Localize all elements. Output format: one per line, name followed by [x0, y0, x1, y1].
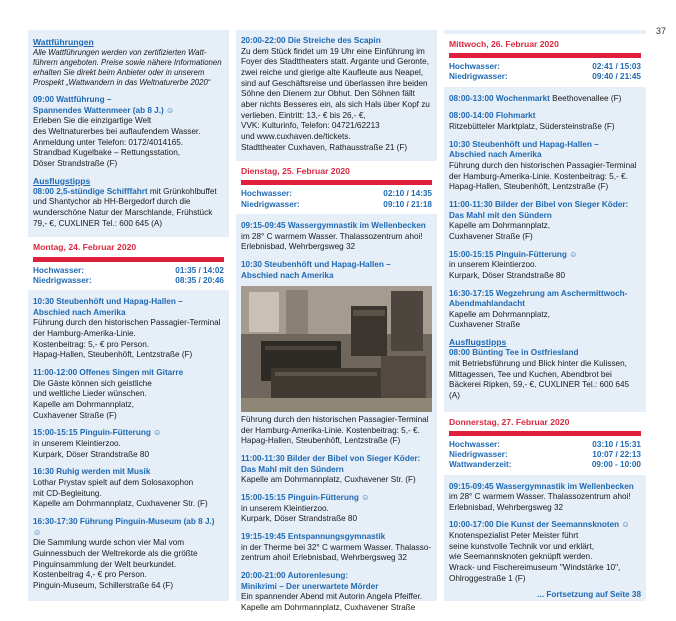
tide-value: 02:10 / 14:35 — [383, 189, 432, 199]
event — [33, 428, 224, 460]
tide-row — [33, 276, 224, 286]
event-title: 09:15-09:45 Wassergymnastik im Wellenbecken — [449, 481, 634, 491]
event-text: in unserem Kleintierzoo. Kurpark, Döser Strandstraße 80 — [241, 503, 358, 524]
event-text: in der Therme bei 32° C warmem Wasser. Thalasso- zentrum ahoi! Erlebnisbad, Wehrbergsweg 32 — [241, 542, 432, 563]
event — [241, 454, 432, 486]
wattfuehrungen-intro: Alle Wattführungen werden von zertifizierten Watt-führern angeboten. Preise sowie nähere Informationen erhalten Sie direkt beim Anbieter oder in unserem Prospekt „Wattwandern in das Weltnaturerbe 2020“ — [33, 48, 222, 88]
event-text: Führung durch den historischen Passagier-Terminal der Hamburg-Amerika-Linie. Kostenbeitrag: 5,- €. Hapag-Hallen, Steubenhöft, Lentzstraße (F) — [449, 160, 637, 192]
red-bar — [33, 257, 224, 262]
column-3 — [444, 30, 646, 601]
event — [449, 482, 641, 514]
tide-row — [33, 266, 224, 276]
tide-label: Hochwasser: — [33, 265, 84, 275]
event-text: Kapelle am Dohrmannplatz, Cuxhavener Straße (F) — [449, 221, 551, 241]
event-text: Knotenspezialist Peter Meister führt seine kunstvolle Technik vor und erklärt, wie Seemannsknoten geknüpft werden. Wrack- und Fischereimuseum "Windstärke 10", Ohlroggestraße 1 (F) — [449, 531, 621, 583]
event — [241, 221, 432, 253]
column-1 — [28, 30, 229, 601]
wattfuehrungen-heading: Wattführungen — [33, 37, 94, 47]
tide-value: 08:35 / 20:46 — [175, 275, 224, 285]
event — [33, 467, 224, 510]
event-title: 10:30 Steubenhöft und Hapag-Hallen – Abschied nach Amerika — [241, 259, 391, 280]
event-title: 09:15-09:45 Wassergymnastik im Wellenbecken — [241, 220, 426, 230]
day-heading: Montag, 24. Februar 2020 — [33, 242, 137, 253]
page-number: 37 — [655, 26, 666, 36]
event — [449, 520, 641, 584]
event-title: 16:30-17:30 Führung Pinguin-Museum (ab 8 J.) ☺ — [33, 516, 215, 537]
event — [33, 517, 224, 592]
event-title: 09:00 Wattführung – Spannendes Wattenmeer (ab 8 J.) ☺ — [33, 95, 175, 115]
event-title: 19:15-19:45 Entspannungsgymnastik — [241, 532, 386, 542]
event-text: in unserem Kleintierzoo. Kurpark, Döser Strandstraße 80 — [33, 438, 150, 459]
day-block-thursday — [444, 412, 646, 475]
event-text: im 28° C warmem Wasser. Thalassozentrum ahoi! Erlebnisbad, Wehrbergsweg 32 — [241, 231, 423, 252]
event-continued — [241, 36, 432, 153]
ausflug-text: mit Betriebsführung und Blick hinter die Kulissen, Mittagessen, Tee und Kuchen, Abendbrot bei Bäckerei Ripken, 59,- €, CUXLINER Tel.: 600 645 (A) — [449, 358, 630, 400]
tide-label: Hochwasser: — [449, 62, 500, 72]
day-heading: Dienstag, 25. Februar 2020 — [241, 166, 350, 177]
event-inline-text: Beethovenallee (F) — [549, 93, 622, 103]
event-title: 15:00-15:15 Pinguin-Fütterung ☺ — [241, 493, 370, 503]
day-heading: Donnerstag, 27. Februar 2020 — [449, 416, 570, 427]
tide-row — [449, 62, 641, 72]
watt-event — [33, 95, 224, 170]
event-text: Erleben Sie die einzigartige Welt des Weltnaturerbes bei auflaufendem Wasser. Anmeldung unter Telefon: 0172/4014165. Strandbad Kugelbake – Rettungsstation, Döser Strandstraße (F) — [33, 116, 201, 168]
event — [241, 571, 432, 614]
continued-link[interactable]: ... Fortsetzung auf Seite 38 — [537, 590, 641, 600]
event-text: im 28° C warmem Wasser. Thalassozentrum ahoi! Erlebnisbad, Wehrbergsweg 32 — [449, 492, 631, 512]
event-text: Ein spannender Abend mit Autorin Angela Pfeiffer. Kapelle am Dohrmannplatz, Cuxhavener Straße — [241, 592, 423, 613]
day-block-monday — [28, 237, 229, 290]
event — [449, 200, 641, 243]
tide-row — [241, 200, 432, 210]
event-text: Kapelle am Dohrmannplatz, Cuxhavener Str. (F) — [241, 475, 416, 485]
event — [241, 532, 432, 564]
event-text: Zu dem Stück findet um 19 Uhr eine Einführung im Foyer des Stadttheaters statt. Argante und Geronte, zwei reiche und gierige alte Kaufleute aus Neapel, sind auf Geschäftsreise und überlassen ihre beiden Söhne den Dienern zur Obhut. Den Söhnen fällt aber nichts Besseres ein, als sich Hals über Kopf zu verlieben. Eintritt: 13,- € bis 26,- €, VVK: Kulturinfo, Telefon: 04721/62213 und www.cuxhaven.de/tickets. Stadttheater Cuxhaven, Rathausstraße 21 (F) — [241, 46, 430, 152]
event-title: 10:30 Steubenhöft und Hapag-Hallen – Abschied nach Amerika — [449, 139, 599, 160]
day-heading: Mittwoch, 26. Februar 2020 — [449, 39, 559, 49]
tide-row — [449, 72, 641, 82]
day-block-tuesday — [236, 161, 437, 214]
event-title: 10:30 Steubenhöft und Hapag-Hallen – Abschied nach Amerika — [33, 297, 183, 317]
event — [449, 111, 641, 132]
event-title: 11:00-12:00 Offenes Singen mit Gitarre — [33, 368, 184, 378]
event-title: 11:00-11:30 Bilder der Bibel von Sieger Köder: Das Mahl mit den Sündern — [449, 199, 629, 220]
ausflug-heading: Ausflugstipps — [449, 337, 507, 348]
tide-label: Niedrigwasser: — [449, 72, 508, 82]
event-title: 15:00-15:15 Pinguin-Fütterung ☺ — [33, 428, 162, 438]
event-title: 20:00-22:00 Die Streiche des Scapin — [241, 36, 381, 45]
event-title: 15:00-15:15 Pinguin-Fütterung ☺ — [449, 249, 578, 259]
event-title: 08:00-14:00 Flohmarkt — [449, 111, 536, 121]
tide-row — [241, 189, 432, 199]
day-block-wednesday — [444, 34, 646, 87]
tide-label: Niedrigwasser: — [33, 275, 92, 285]
tide-value: 03:10 / 15:31 — [592, 439, 641, 449]
ausflug-heading: Ausflugstipps — [33, 175, 91, 186]
event-text: Ritzebütteler Marktplatz, Südersteinstraße (F) — [449, 121, 615, 131]
event-text: Die Sammlung wurde schon vier Mal vom Guinnessbuch der Weltrekorde als die größte Pinguinsammlung der Welt beurkundet. Kostenbeitrag 4,- € pro Person. Pinguin-Museum, Schillerstraße 64 (F) — [33, 538, 198, 590]
event-title: 11:00-11:30 Bilder der Bibel von Sieger Köder: Das Mahl mit den Sündern — [241, 454, 421, 474]
event-text: Führung durch den historischen Passagier-Terminal der Hamburg-Amerika-Linie. Kostenbeitrag: 5,- €. Hapag-Hallen, Steubenhöft, Lentzstraße (F) — [241, 415, 429, 446]
red-bar — [449, 431, 641, 436]
event — [449, 289, 641, 332]
event-title: 20:00-21:00 Autorenlesung: Minikrimi – Der unerwartete Mörder — [241, 571, 379, 591]
tide-label: Hochwasser: — [449, 439, 500, 449]
event-text: Lothar Prystav spielt auf dem Solosaxophon mit CD-Begleitung. Kapelle am Dohrmannplatz, Cuxhavener Str. (F) — [33, 477, 208, 509]
event-title: 08:00-13:00 Wochenmarkt — [449, 93, 550, 103]
event — [449, 250, 641, 282]
tide-label: Hochwasser: — [241, 189, 292, 199]
event — [33, 297, 224, 361]
column-2 — [236, 30, 437, 613]
tide-label: Niedrigwasser: — [449, 450, 508, 460]
event-text: Führung durch den historischen Passagier-Terminal der Hamburg-Amerika-Linie. Kostenbeitrag: 5,- € pro Person. Hapag-Hallen, Steubenhöft, Lentzstraße (F) — [33, 318, 221, 360]
tide-value: 01:35 / 14:02 — [175, 265, 224, 275]
tide-row — [449, 460, 641, 470]
tide-value: 09:40 / 21:45 — [592, 72, 641, 82]
event-title: 16:30 Ruhig werden mit Musik — [33, 467, 151, 477]
ausflug-title: 08:00 2,5-stündige Schifffahrt — [33, 186, 148, 196]
event — [449, 94, 641, 105]
tide-label: Wattwanderzeit: — [449, 460, 512, 470]
ausflug-text: mit Grünkohlbuffet und Shantychor ab HH-Bergedorf durch die wunderschöne Natur der Marschlande, Frühstück 79,- €, CUXLINER Tel.: 600 645 (A) — [33, 186, 217, 228]
red-bar — [241, 180, 432, 185]
event-text: in unserem Kleintierzoo. Kurpark, Döser Strandstraße 80 — [449, 260, 566, 280]
tide-row — [449, 440, 641, 450]
historic-luggage-photo — [241, 286, 432, 412]
photo-image — [241, 286, 432, 412]
tide-value: 10:07 / 22:13 — [592, 450, 641, 460]
red-bar — [449, 53, 641, 58]
event — [449, 140, 641, 193]
event-text: Kapelle am Dohrmannplatz, Cuxhavener Straße — [449, 309, 551, 330]
event-text: Die Gäste können sich geistliche und weltliche Lieder wünschen. Kapelle am Dohrmannplatz, Cuxhavener Straße (F) — [33, 378, 152, 420]
ausflug-entry — [33, 187, 224, 230]
event-title: 16:30-17:15 Wegzehrung am Aschermittwoch- Abendmahlandacht — [449, 288, 628, 309]
event — [241, 260, 432, 447]
tide-value: 02:41 / 15:03 — [592, 62, 641, 72]
tide-label: Niedrigwasser: — [241, 199, 300, 209]
event — [241, 493, 432, 525]
tide-value: 09:00 - 10:00 — [591, 460, 641, 470]
tide-value: 09:10 / 21:18 — [383, 199, 432, 209]
ausflug-title: 08:00 Bünting Tee in Ostfriesland — [449, 348, 579, 358]
event — [33, 368, 224, 421]
event-title: 10:00-17:00 Die Kunst der Seemannsknoten ☺ — [449, 520, 630, 530]
tide-row — [449, 450, 641, 460]
